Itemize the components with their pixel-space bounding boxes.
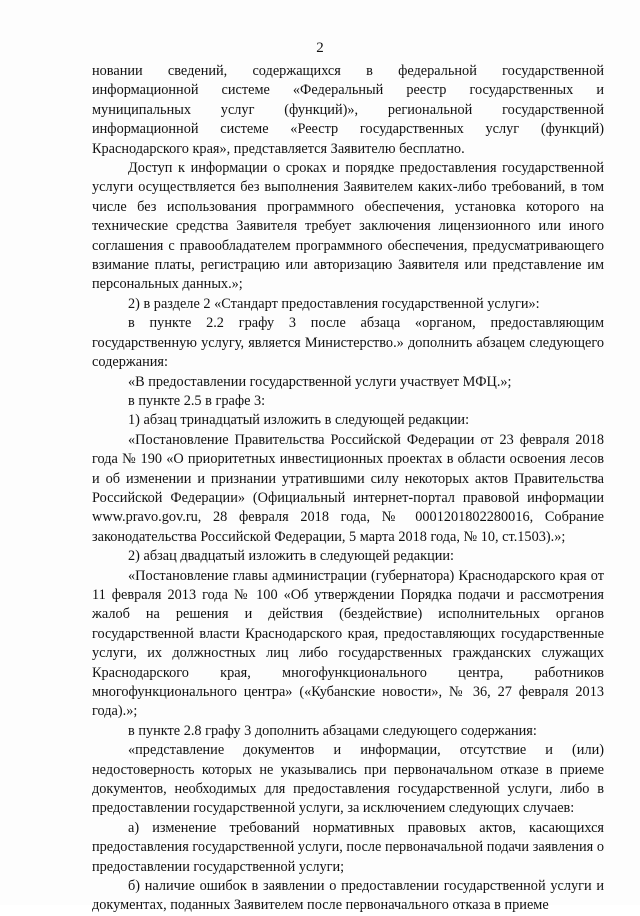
paragraph: «В предоставлении государственной услуги участвует МФЦ.»; — [128, 373, 512, 390]
paragraph: Доступ к информации о сроках и порядке предоставления государственной услуги осуществляется без выполнения Заявителем каких-либо требований, в том числе без использования программного обеспечения, установка которого на технические средства Заявителя требует заключения лицензионного или иного соглашения с правообладателем программного обеспечения, предусматривающего взимание платы, регистрацию или авторизацию Заявителя или представление им персональных данных.»; — [92, 160, 604, 293]
paragraph: в пункте 2.2 графу 3 после абзаца «органом, предоставляющим государственную услугу, является Министерство.» дополнить абзацем следующего содержания: — [92, 315, 604, 371]
paragraph: 1) абзац тринадцатый изложить в следующей редакции: — [128, 412, 470, 429]
page-number: 2 — [316, 40, 324, 56]
paragraph: в пункте 2.5 в графе 3: — [128, 392, 266, 409]
paragraph: «представление документов и информации, отсутствие и (или) недостоверность которых не указывались при первоначальном отказе в приеме документов, необходимых для предоставления государственной услуги, либо в предоставлении государственной услуги, за исключением следующих случаев: — [92, 742, 604, 817]
paragraph: новании сведений, содержащихся в федеральной государственной информационной системе «Федеральный реестр государственных и муниципальных услуг (функций)», региональной государственной информационной системе «Реестр государственных услуг (функций) Краснодарского края», представляется Заявителю бесплатно. — [92, 63, 604, 157]
paragraph: 2) в разделе 2 «Стандарт предоставления государственной услуги»: — [128, 295, 540, 312]
paragraph: «Постановление Правительства Российской Федерации от 23 февраля 2018 года № 190 «О приоритетных инвестиционных проектах в области освоения лесов и об изменении и признании утратившими силу некоторых актов Правительства Российской Федерации» (Официальный интернет-портал правовой информации www.pravo.gov.ru, 28 февраля 2018 года, № 0001201802280016, Собрание законодательства Российской Федерации, 5 марта 2018 года, № 10, ст.1503).»; — [92, 431, 604, 545]
paragraph: б) наличие ошибок в заявлении о предоставлении государственной услуги и документах, поданных Заявителем после первоначального отказа в приеме — [92, 878, 604, 914]
paragraph: в пункте 2.8 графу 3 дополнить абзацами следующего содержания: — [128, 722, 537, 739]
paragraph: «Постановление главы администрации (губернатора) Краснодарского края от 11 февраля 2013 года № 100 «Об утверждении Порядка подачи и рассмотрения жалоб на решения и действия (бездействие) исполнительных органов государственной власти Краснодарского края, предоставляющих государственные услуги, их должностных лиц либо государственных гражданских служащих Краснодарского края, многофункционального центра, работников многофункционального центра» («Кубанские новости», № 36, 27 февраля 2013 года).»; — [92, 567, 604, 720]
document-body — [92, 62, 604, 916]
paragraph: 2) абзац двадцатый изложить в следующей редакции: — [128, 548, 455, 565]
paragraph: а) изменение требований нормативных правовых актов, касающихся предоставления государственной услуги, после первоначальной подачи заявления о предоставлении государственной услуги; — [92, 819, 604, 875]
